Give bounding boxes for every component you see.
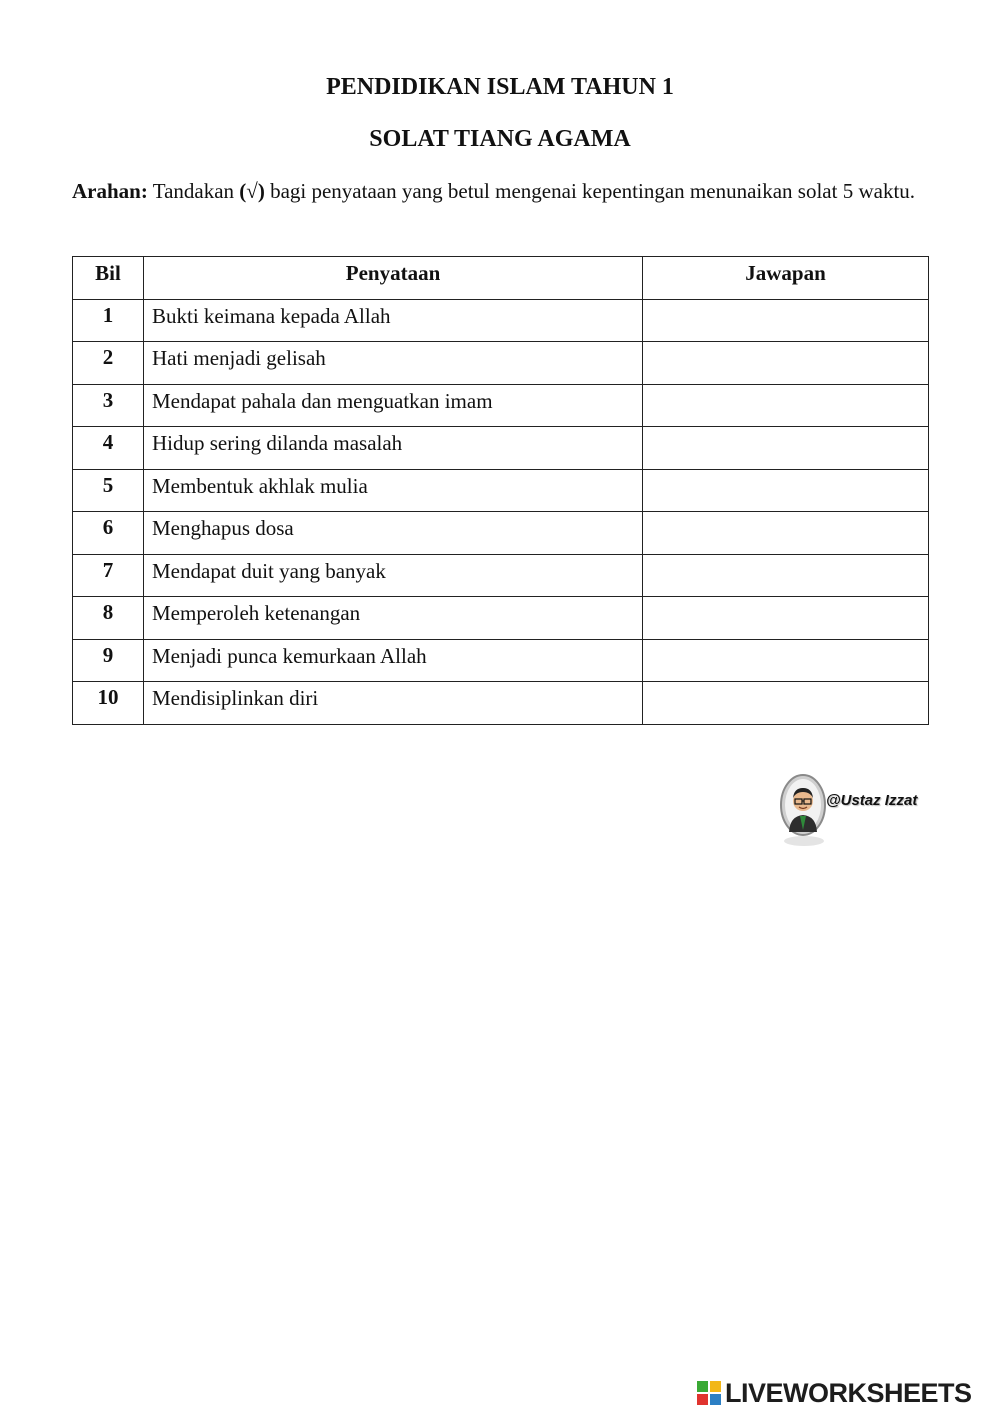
- row-number: 2: [73, 342, 144, 385]
- answer-cell[interactable]: [643, 512, 929, 555]
- row-statement: Menjadi punca kemurkaan Allah: [144, 639, 643, 682]
- answer-cell[interactable]: [643, 427, 929, 470]
- author-badge: [778, 772, 938, 852]
- author-handle: @Ustaz Izzat: [826, 792, 918, 809]
- answer-cell[interactable]: [643, 342, 929, 385]
- teacher-avatar-icon: [780, 774, 826, 836]
- answer-cell[interactable]: [643, 597, 929, 640]
- row-statement: Hidup sering dilanda masalah: [144, 427, 643, 470]
- table-row: [73, 469, 929, 512]
- table-row: [73, 342, 929, 385]
- answer-cell[interactable]: [643, 554, 929, 597]
- table-row: [73, 554, 929, 597]
- table-row: [73, 384, 929, 427]
- header-penyataan: Penyataan: [144, 257, 643, 300]
- answer-cell[interactable]: [643, 469, 929, 512]
- answer-cell[interactable]: [643, 639, 929, 682]
- row-statement: Bukti keimana kepada Allah: [144, 299, 643, 342]
- row-number: 8: [73, 597, 144, 640]
- row-statement: Memperoleh ketenangan: [144, 597, 643, 640]
- instruction-label: Arahan:: [72, 179, 148, 203]
- header-bil: Bil: [73, 257, 144, 300]
- row-number: 10: [73, 682, 144, 725]
- row-statement: Mendapat duit yang banyak: [144, 554, 643, 597]
- row-number: 5: [73, 469, 144, 512]
- row-statement: Mendisiplinkan diri: [144, 682, 643, 725]
- row-number: 6: [73, 512, 144, 555]
- table-body: [73, 299, 929, 724]
- footer-brand: [696, 1378, 972, 1408]
- table-row: [73, 639, 929, 682]
- table-header-row: [73, 257, 929, 300]
- answer-cell[interactable]: [643, 299, 929, 342]
- table-row: [73, 597, 929, 640]
- answer-cell[interactable]: [643, 384, 929, 427]
- table-row: [73, 682, 929, 725]
- page-title: PENDIDIKAN ISLAM TAHUN 1: [326, 74, 674, 100]
- row-statement: Mendapat pahala dan menguatkan imam: [144, 384, 643, 427]
- instruction-text: [72, 176, 932, 207]
- header-jawapan: Jawapan: [643, 257, 929, 300]
- table-row: [73, 299, 929, 342]
- table-row: [73, 427, 929, 470]
- row-number: 1: [73, 299, 144, 342]
- row-number: 9: [73, 639, 144, 682]
- instruction-text-before: Tandakan: [147, 179, 240, 203]
- row-statement: Membentuk akhlak mulia: [144, 469, 643, 512]
- row-statement: Menghapus dosa: [144, 512, 643, 555]
- instruction-text-after: bagi penyataan yang betul mengenai kepentingan menunaikan solat 5 waktu.: [264, 179, 916, 203]
- row-number: 7: [73, 554, 144, 597]
- avatar-shadow: [784, 836, 824, 846]
- row-number: 4: [73, 427, 144, 470]
- page-subtitle: SOLAT TIANG AGAMA: [369, 126, 631, 152]
- row-number: 3: [73, 384, 144, 427]
- answer-cell[interactable]: [643, 682, 929, 725]
- liveworksheets-logo-icon: [696, 1380, 722, 1406]
- checkmark-symbol: (√): [239, 179, 265, 203]
- table-row: [73, 512, 929, 555]
- brand-name: LIVEWORKSHEETS: [725, 1377, 972, 1408]
- row-statement: Hati menjadi gelisah: [144, 342, 643, 385]
- statement-table: [72, 256, 929, 725]
